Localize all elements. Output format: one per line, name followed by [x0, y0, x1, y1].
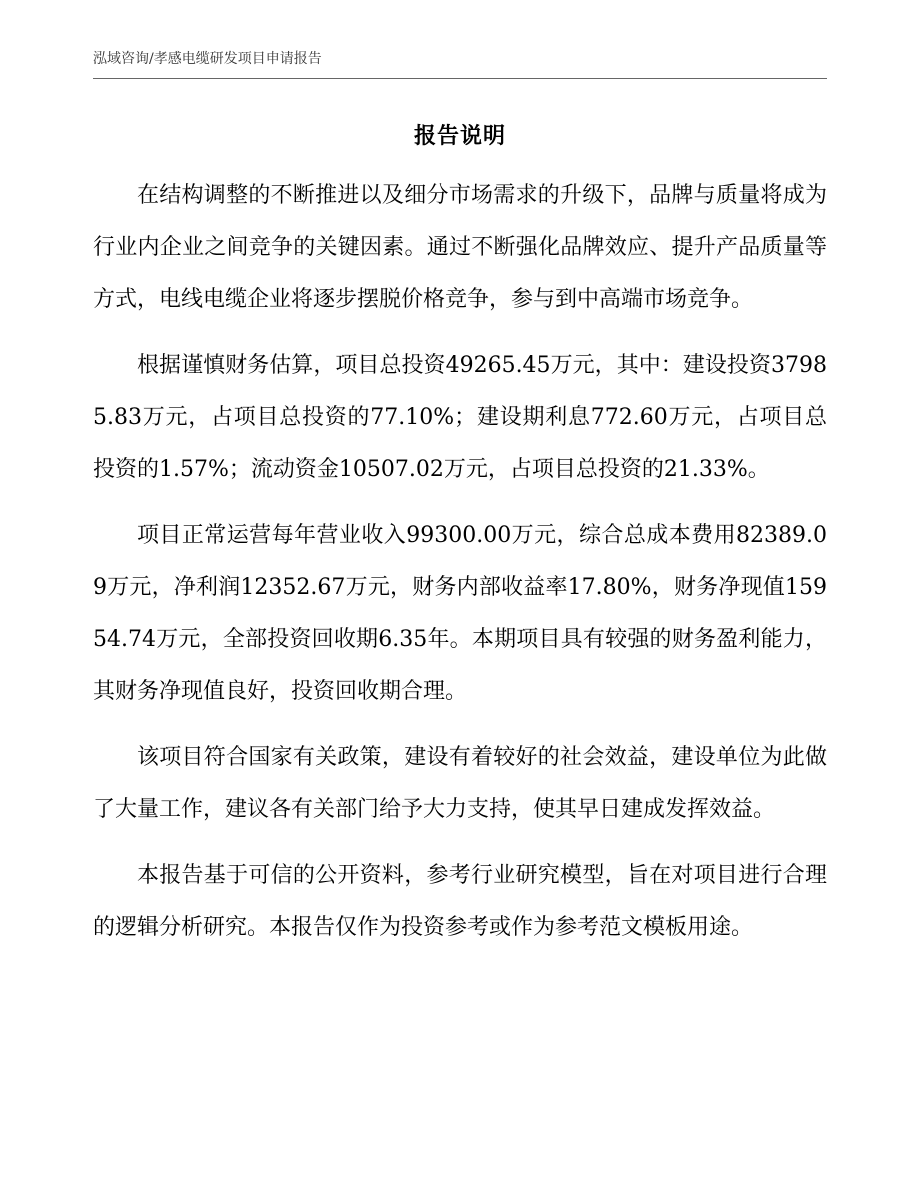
document-body [93, 170, 827, 968]
paragraph-investment: 根据谨慎财务估算，项目总投资49265.45万元，其中：建设投资37985.83万元，占项目总投资的77.10%；建设期利息772.60万元，占项目总投资的1.57%；流动资金10507.02万元，占项目总投资的21.33%。 [93, 353, 827, 482]
paragraph-policy: 该项目符合国家有关政策，建设有着较好的社会效益，建设单位为此做了大量工作，建议各有关部门给予大力支持，使其早日建成发挥效益。 [93, 745, 827, 822]
header-divider [93, 78, 827, 79]
document-title: 报告说明 [413, 124, 506, 149]
running-header: 泓域咨询/孝感电缆研发项目申请报告 [93, 51, 322, 67]
paragraph-disclaimer: 本报告基于可信的公开资料，参考行业研究模型，旨在对项目进行合理的逻辑分析研究。本报告仅作为投资参考或作为参考范文模板用途。 [93, 863, 827, 940]
paragraph-financials: 项目正常运营每年营业收入99300.00万元，综合总成本费用82389.09万元，净利润12352.67万元，财务内部收益率17.80%，财务净现值15954.74万元，全部投资回收期6.35年。本期项目具有较强的财务盈利能力，其财务净现值良好，投资回收期合理。 [93, 523, 827, 704]
paragraph-market: 在结构调整的不断推进以及细分市场需求的升级下，品牌与质量将成为行业内企业之间竞争的关键因素。通过不断强化品牌效应、提升产品质量等方式，电线电缆企业将逐步摆脱价格竞争，参与到中高端市场竞争。 [93, 183, 827, 312]
